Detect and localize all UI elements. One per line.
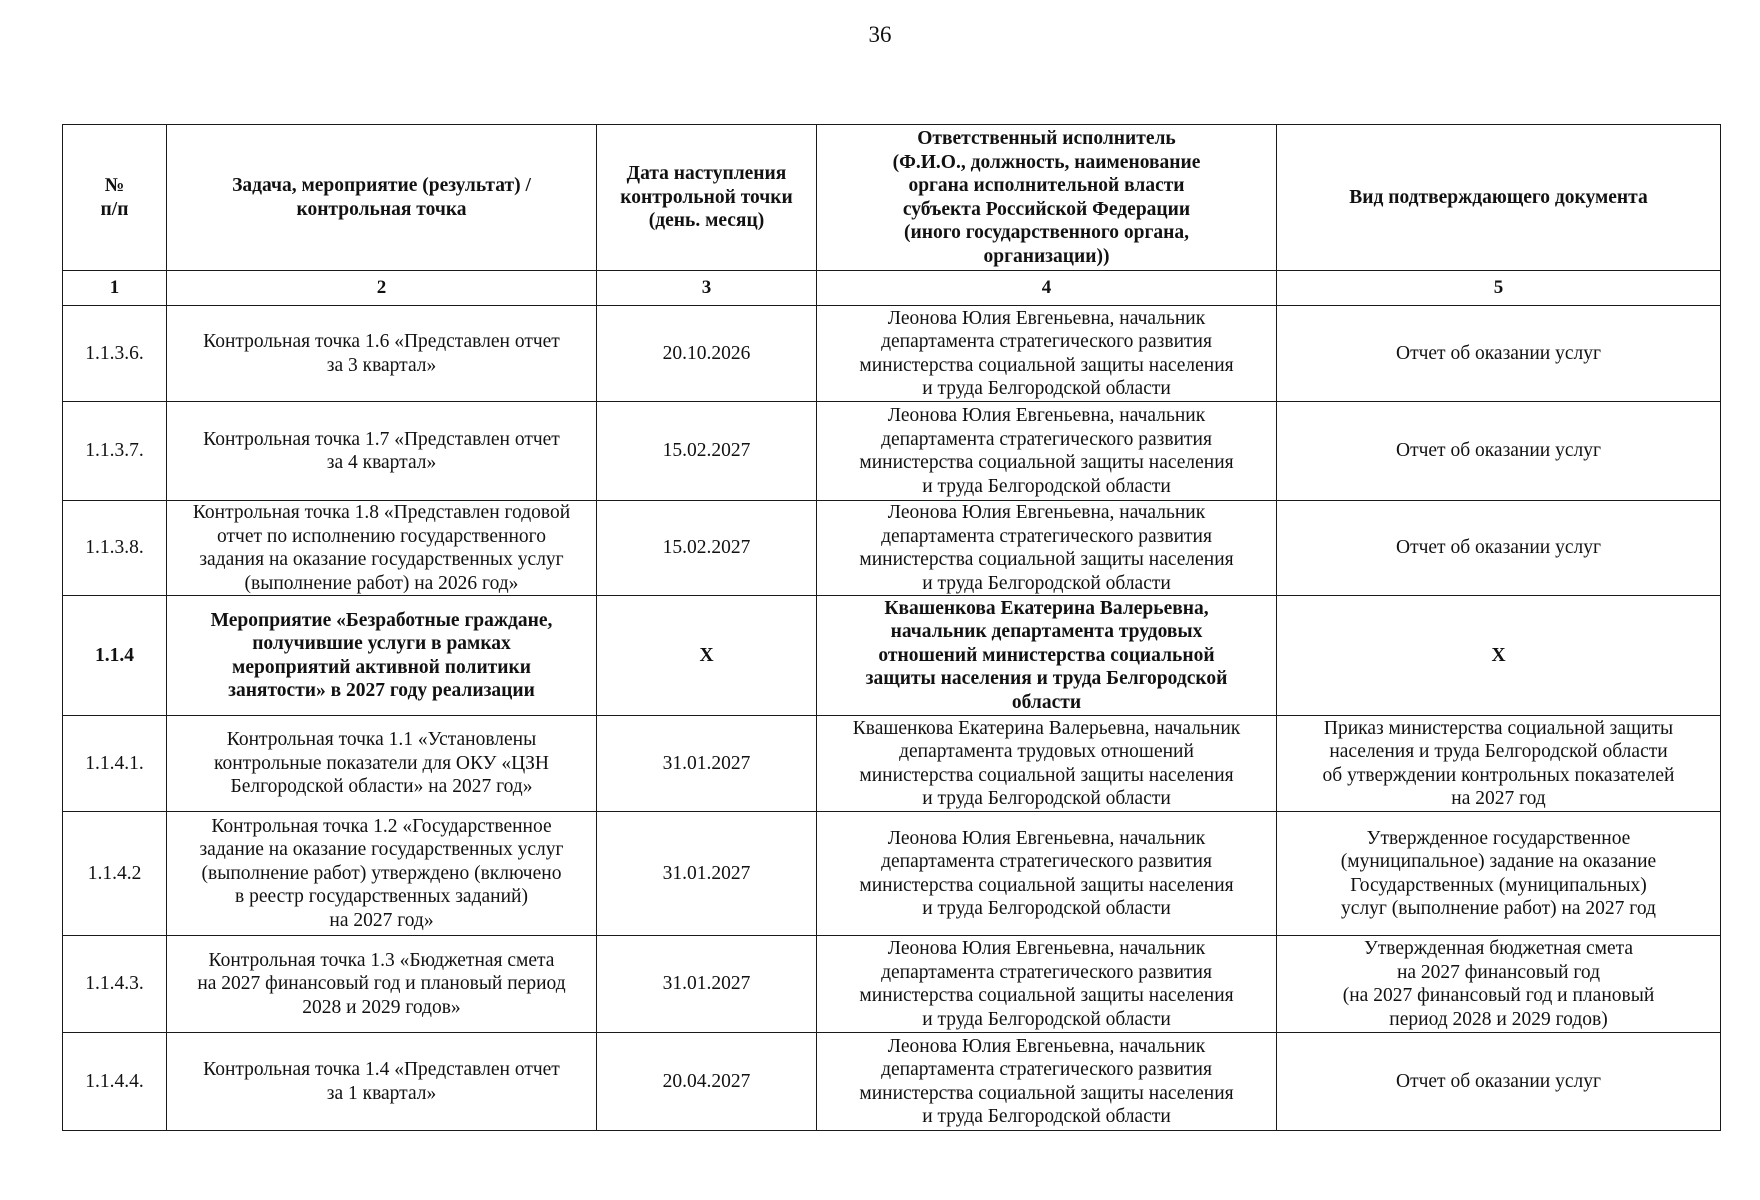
table-row (63, 306, 1721, 402)
row-executor: Леонова Юлия Евгеньевна, начальник департамента стратегического развития министерства социальной защиты населения и труда Белгородской области (817, 1033, 1277, 1131)
row-task: Контрольная точка 1.2 «Государственное задание на оказание государственных услуг (выполнение работ) утверждено (включено в реестр государственных заданий) на 2027 год» (167, 812, 597, 936)
header-task-text: Задача, мероприятие (результат) / контрольная точка (232, 175, 531, 220)
column-number: 1 (63, 271, 167, 306)
row-document: Утвержденная бюджетная смета на 2027 финансовый год (на 2027 финансовый год и плановый период 2028 и 2029 годов) (1277, 936, 1721, 1033)
row-task: Контрольная точка 1.1 «Установлены контрольные показатели для ОКУ «ЦЗН Белгородской области» на 2027 год» (167, 716, 597, 812)
row-executor: Леонова Юлия Евгеньевна, начальник департамента стратегического развития министерства социальной защиты населения и труда Белгородской области (817, 306, 1277, 402)
row-task: Контрольная точка 1.8 «Представлен годовой отчет по исполнению государственного задания на оказание государственных услуг (выполнение работ) на 2026 год» (167, 501, 597, 596)
row-document: Отчет об оказании услуг (1277, 306, 1721, 402)
row-date: 31.01.2027 (597, 936, 817, 1033)
row-document: Отчет об оказании услуг (1277, 1033, 1721, 1131)
table-row (63, 716, 1721, 812)
row-date: 20.04.2027 (597, 1033, 817, 1131)
header-document (1277, 125, 1721, 271)
table-row-activity (63, 596, 1721, 716)
row-date: 31.01.2027 (597, 812, 817, 936)
row-date: Х (597, 596, 817, 716)
header-number (63, 125, 167, 271)
control-points-table (62, 124, 1721, 1131)
header-date-text: Дата наступления контрольной точки (день. месяц) (620, 163, 793, 232)
row-document: Отчет об оказании услуг (1277, 402, 1721, 501)
header-task (167, 125, 597, 271)
row-executor: Квашенкова Екатерина Валерьевна, начальник департамента трудовых отношений министерства социальной защиты населения и труда Белгородской области (817, 596, 1277, 716)
header-date (597, 125, 817, 271)
row-task: Контрольная точка 1.6 «Представлен отчет за 3 квартал» (167, 306, 597, 402)
row-number: 1.1.3.7. (63, 402, 167, 501)
row-executor: Квашенкова Екатерина Валерьевна, начальник департамента трудовых отношений министерства социальной защиты населения и труда Белгородской области (817, 716, 1277, 812)
row-task: Мероприятие «Безработные граждане, получившие услуги в рамках мероприятий активной политики занятости» в 2027 году реализации (167, 596, 597, 716)
row-executor: Леонова Юлия Евгеньевна, начальник департамента стратегического развития министерства социальной защиты населения и труда Белгородской области (817, 501, 1277, 596)
row-task: Контрольная точка 1.4 «Представлен отчет за 1 квартал» (167, 1033, 597, 1131)
row-document: Приказ министерства социальной защиты населения и труда Белгородской области об утверждении контрольных показателей на 2027 год (1277, 716, 1721, 812)
row-executor: Леонова Юлия Евгеньевна, начальник департамента стратегического развития министерства социальной защиты населения и труда Белгородской области (817, 402, 1277, 501)
row-number: 1.1.4.4. (63, 1033, 167, 1131)
table-row (63, 812, 1721, 936)
table-row (63, 1033, 1721, 1131)
row-number: 1.1.4.2 (63, 812, 167, 936)
row-number: 1.1.3.8. (63, 501, 167, 596)
row-executor: Леонова Юлия Евгеньевна, начальник департамента стратегического развития министерства социальной защиты населения и труда Белгородской области (817, 812, 1277, 936)
row-date: 31.01.2027 (597, 716, 817, 812)
header-executor-text: Ответственный исполнитель (Ф.И.О., должность, наименование органа исполнительной власти субъекта Российской Федерации (иного государственного органа, организации)) (892, 128, 1201, 267)
table-row (63, 402, 1721, 501)
row-number: 1.1.3.6. (63, 306, 167, 402)
page-number: 36 (868, 22, 892, 47)
row-date: 15.02.2027 (597, 501, 817, 596)
row-executor: Леонова Юлия Евгеньевна, начальник департамента стратегического развития министерства социальной защиты населения и труда Белгородской области (817, 936, 1277, 1033)
row-date: 15.02.2027 (597, 402, 817, 501)
header-document-text: Вид подтверждающего документа (1349, 186, 1648, 208)
column-number: 5 (1277, 271, 1721, 306)
table-row (63, 936, 1721, 1033)
column-number: 2 (167, 271, 597, 306)
row-number: 1.1.4.1. (63, 716, 167, 812)
column-number: 3 (597, 271, 817, 306)
table-row (63, 501, 1721, 596)
row-date: 20.10.2026 (597, 306, 817, 402)
row-document: Х (1277, 596, 1721, 716)
header-number-text: № п/п (100, 175, 129, 220)
row-document: Утвержденное государственное (муниципальное) задание на оказание Государственных (муниципальных) услуг (выполнение работ) на 2027 год (1277, 812, 1721, 936)
row-number: 1.1.4.3. (63, 936, 167, 1033)
header-executor (817, 125, 1277, 271)
column-number-row (63, 271, 1721, 306)
column-number: 4 (817, 271, 1277, 306)
row-task: Контрольная точка 1.3 «Бюджетная смета на 2027 финансовый год и плановый период 2028 и 2029 годов» (167, 936, 597, 1033)
table-header-row (63, 125, 1721, 271)
row-document: Отчет об оказании услуг (1277, 501, 1721, 596)
row-task: Контрольная точка 1.7 «Представлен отчет за 4 квартал» (167, 402, 597, 501)
row-number: 1.1.4 (63, 596, 167, 716)
